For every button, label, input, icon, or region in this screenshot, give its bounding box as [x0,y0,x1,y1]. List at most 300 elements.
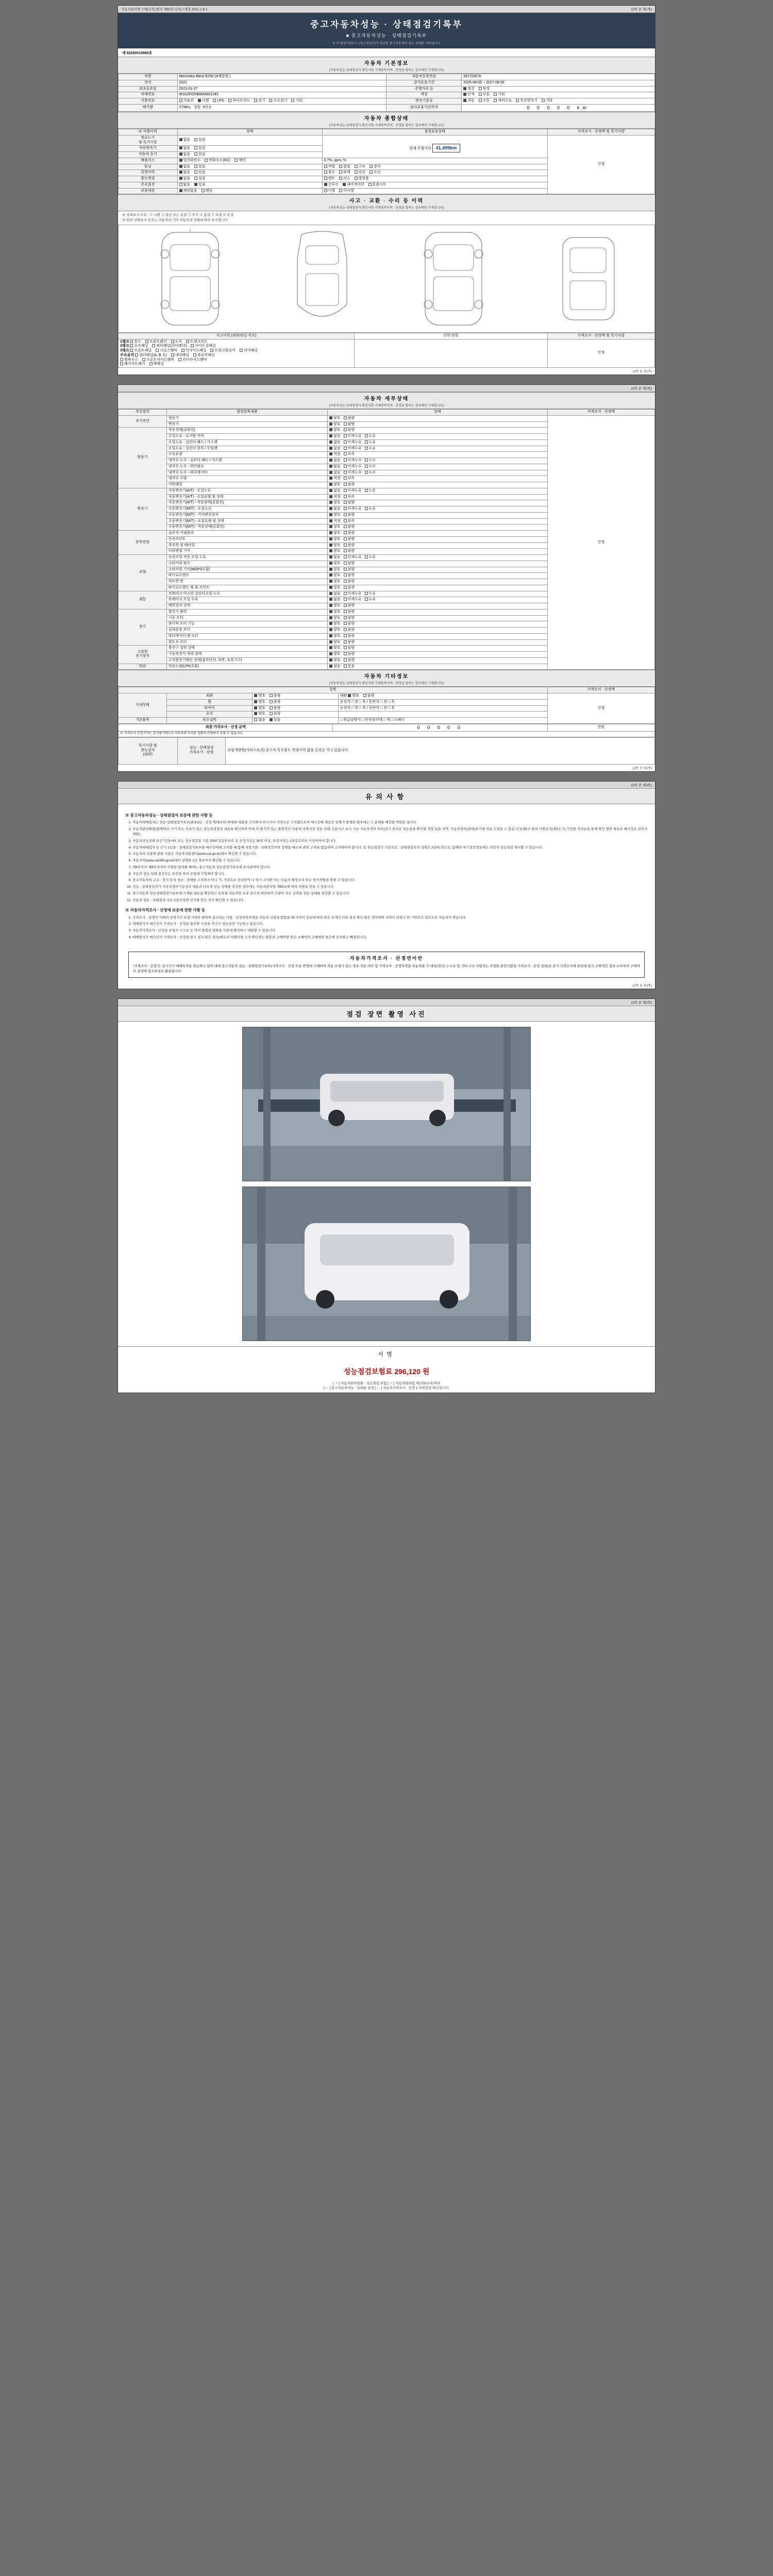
part-door[interactable]: 도어 [171,340,182,345]
opt-1-5-0[interactable]: 없음 [329,459,341,463]
section-accident-sub: (자동차성능·상태점검자 확인사항 기재항목이며 · 산정을 합하는 경우에만 기재합니다) [329,207,444,210]
label-transmission: 변속기종류 [386,98,462,105]
table-row [119,135,655,146]
opt-tuning-none[interactable]: 없음 [179,165,191,170]
opt-tuning-yes[interactable]: 있음 [194,165,206,170]
opt-1-9-0[interactable]: 양호 [329,483,341,487]
opt-2-3-2[interactable]: 누유 [365,507,376,512]
opt-4-5-1[interactable]: 불량 [344,586,355,590]
opt-2-6-0[interactable]: 양호 [329,525,341,530]
opt-mileage-normal[interactable]: 정상 [463,87,475,92]
car-view-right [410,227,497,330]
guide-item: 2. 매매업자가 매수인이 가격조사 · 산정을 불요한 사실을 적극가 성능점검 가능하고 없습니다. [132,922,648,927]
etc-state-exterior [253,693,339,700]
part-inside-panel[interactable]: 인사이드패널 [181,349,207,353]
opt-6-2-1[interactable]: 불량 [344,622,355,626]
value-color [462,92,655,98]
opt-6-1-0[interactable]: 양호 [329,616,341,621]
opt-4-0-2[interactable]: 누유 [365,555,376,560]
part-pillar-panel[interactable]: 필러패널(A, B, C) [135,353,167,358]
part-trunk-floor[interactable]: 트렁크플로어 [210,349,236,353]
section-overall-header [118,112,655,129]
detail-col-1: 주요장치 [119,410,167,416]
opt-color-etc[interactable]: 기타 [494,93,505,97]
opt-0-1-0[interactable]: 양호 [329,422,341,427]
opt-total-loss[interactable]: 전손 [355,171,366,175]
sheet-2 [117,384,656,772]
detail-group-2: 변속기 [119,488,167,530]
opt-0-1-1[interactable]: 불량 [344,422,355,427]
part-front-side-member[interactable]: 프론트사이드멤버 [142,358,174,363]
etc-label-glass: 유리 [166,711,253,718]
part-side-sill[interactable]: 사이드실패널 [191,344,216,349]
opt-1-0-0[interactable]: 양호 [329,428,341,433]
guide-item: 4. 매매업자가 매수인이 가격조사 · 산정을 받고 싶지 않은 경우(매도의 의행사항 고지 확인하는 원본과 구매하면 받은 소매액의 구매하면 중간에 공지하고 빠질되니다. [132,935,648,941]
opt-4-3-0[interactable]: 양호 [329,573,341,578]
opt-fire[interactable]: 화재 [339,171,350,175]
opt-3-0-1[interactable]: 불량 [344,531,355,536]
sheet1-footer: (3쪽 중 제1쪽) [632,370,652,374]
opt-4-0-1[interactable]: 미세누유 [344,555,362,560]
section-basic-sub: (자동차성능·상태점검자 확인사항 기재항목이며 · 산정을 합하는 경우에만 기재합니다) [329,69,444,72]
opt-6-4-1[interactable]: 불량 [344,634,355,639]
opt-trans-etc[interactable]: 기타 [542,99,553,104]
opt-2-4-0[interactable]: 양호 [329,513,341,518]
opt-5-1-1[interactable]: 미세누유 [344,598,362,602]
detail-item-label: 피트먼 암 [166,579,327,585]
opt-registry-none[interactable]: 없음 [179,152,191,157]
overall-price-cell: 인정 [547,135,654,194]
opt-2-2-1[interactable]: 불량 [344,501,355,505]
part-front-fender[interactable]: 프론트펜더 [145,340,167,345]
opt-7-0-0[interactable]: 양호 [329,646,341,651]
opt-recall-done[interactable]: 이행 [324,189,335,194]
opt-4-4-1[interactable]: 불량 [344,580,355,584]
opt-tools-none[interactable]: 없음 [254,718,265,723]
opt-tuning-legal[interactable]: 적법 [324,165,335,170]
detail-item-label: 스티어링 기어(MDPS포함) [166,567,327,573]
detail-item-label: 발전기 출력 [166,609,327,615]
etc-group-condition: 사내상태 [119,693,167,718]
opt-1-7-1[interactable]: 미세누수 [344,471,362,476]
label-capacity: 정원 [193,106,201,109]
opt-options-yes[interactable]: 있음 [194,183,206,188]
opt-leak-yes[interactable]: 있음 [194,138,206,143]
row-label-tuning: 튜닝 [119,164,178,170]
opt-fuel-h2[interactable]: 수소전기 [269,99,287,104]
detail-item-state [327,518,547,524]
opt-sunroof[interactable]: 선루프 [324,183,339,188]
opt-7-1-0[interactable]: 양호 [329,652,341,657]
opt-1-4-0[interactable]: 적정 [329,452,341,457]
opt-0-0-1[interactable]: 불량 [344,416,355,421]
mileage-detail-cell [322,135,547,158]
part-dash-panel[interactable]: 대쉬패널 [171,353,189,358]
opt-glass-bad[interactable]: 불량 [270,712,281,717]
opt-1-6-2[interactable]: 누수 [365,465,376,469]
opt-7-2-0[interactable]: 양호 [329,658,341,663]
opt-trans-semi[interactable]: 세미오토 [494,99,512,104]
etc-group-basic: 기본품목 [119,718,167,724]
opt-autotrans-yes[interactable]: 있음 [194,146,206,151]
opt-3-0-0[interactable]: 양호 [329,531,341,536]
detail-item-label: 수동변속기(M/T) - 오일유량 및 상태 [166,518,327,524]
part-rear-side-member[interactable]: 리어사이드멤버 [178,358,207,363]
opt-2-3-0[interactable]: 없음 [329,507,341,512]
opt-4-1-1[interactable]: 불량 [344,562,355,566]
opt-2-2-0[interactable]: 양호 [329,501,341,505]
part-trunk-lid[interactable]: 트렁크리드 [186,340,208,345]
opt-6-4-0[interactable]: 양호 [329,634,341,639]
opt-5-2-1[interactable]: 불량 [344,604,355,608]
row-state-usechange [177,176,322,182]
opt-1-5-2[interactable]: 누수 [365,459,376,463]
car-diagram-row [121,227,652,330]
detail-item-state [327,664,547,670]
accident-parts-label: 사고이력 (외판/판금 주요) [119,333,355,339]
opt-4-1-0[interactable]: 양호 [329,562,341,566]
part-package-tray[interactable]: 패키지트레이 [120,362,145,367]
opt-1-9-1[interactable]: 불량 [344,483,355,487]
mileage-value: 41,499km [432,144,461,152]
opt-recall-no[interactable]: 해당없음 [179,189,197,194]
opt-mileage-abnormal[interactable]: 부정 [479,87,490,92]
insurance-fee-value: 296,120 원 [394,1367,430,1376]
opt-exterior-bad[interactable]: 불량 [270,694,281,699]
label-carname: 차명 [119,74,178,80]
opt-3-2-0[interactable]: 양호 [329,544,341,548]
opt-1-1-0[interactable]: 없음 [329,434,341,439]
opt-1-5-1[interactable]: 미세누수 [344,459,362,463]
section-etc-title: 자동차 기타정보 [364,674,409,680]
opt-3-3-1[interactable]: 불량 [344,549,355,554]
opt-5-2-0[interactable]: 양호 [329,604,341,608]
value-displacement [177,104,386,111]
opt-4-3-1[interactable]: 불량 [344,573,355,578]
opt-fuel-gasoline[interactable]: 가솔린 [179,99,194,104]
opt-1-3-1[interactable]: 미세누유 [344,447,362,451]
detail-item-state [327,488,547,494]
opt-5-0-2[interactable]: 누유 [365,592,376,597]
opt-interior-good[interactable]: 양호 [348,694,359,699]
detail-item-state [327,549,547,555]
opt-recall-notdone[interactable]: 미이행 [339,189,354,194]
etc-label-exterior: 외관 [166,693,253,700]
opt-1-6-1[interactable]: 미세누수 [344,465,362,469]
opt-autotrans-none[interactable]: 없음 [179,146,191,151]
footnote-2: [ ㄴ ] 중고자동차성능 · 상태를 점검 [ ㄴ ] 자동차가격조사 · 산정 1 자연검증 확인합니다. [323,1386,450,1391]
total-note: ※ 가격조사·산정가격은 감가평가액으로 자동차의 가치를 정확히 반영하지 못할 수 있습니다. [119,732,655,737]
opt-emission-smoke[interactable]: 매연 [234,159,246,163]
opt-5-0-0[interactable]: 없음 [329,592,341,597]
opt-2-1-1[interactable]: 부족 [344,495,355,500]
opt-navigation[interactable]: 내비게이션 [343,183,364,188]
opt-6-0-1[interactable]: 불량 [344,610,355,615]
emission-values: 0.7%, ppm, % [322,158,547,164]
opt-business[interactable]: 영업용 [355,177,369,181]
opt-1-2-0[interactable]: 없음 [329,440,341,445]
etc-extra-tools: □ 취급설명서 □ 안전삼각대 □ 잭 □ 스패너 [338,718,547,724]
opt-4-5-0[interactable]: 양호 [329,586,341,590]
opt-3-2-1[interactable]: 불량 [344,544,355,548]
part-floor-panel[interactable]: 플로어패널 [193,353,215,358]
section-detail-header [118,392,655,409]
part-roof-panel[interactable]: 루프패널 [130,344,148,349]
section-accident-title: 사고 · 교환 · 수리 등 이력 [349,198,424,205]
detail-item-label: 원동기 [166,415,327,421]
opt-trans-manual[interactable]: 수동 [479,99,490,104]
detail-item-label: 브레이크 마스터 실린더오일 누유 [166,591,327,597]
opt-6-5-1[interactable]: 불량 [344,640,355,645]
detail-item-state [327,573,547,579]
detail-group-1: 원동기 [119,428,167,488]
opt-6-5-0[interactable]: 양호 [329,640,341,645]
guide-item: 9. 중고자동차의 구조 · 장치 등의 성능 · 상태를 고지하지 아니 가, 거짓으로 공급하여 나 허기 고지한 자는 다음의 행정조치 또는 형사처벌을 받을 수 있습니다. [132,878,648,884]
opt-2-1-0[interactable]: 적정 [329,495,341,500]
opt-leak-none[interactable]: 없음 [179,138,191,143]
opt-2-5-0[interactable]: 적정 [329,519,341,524]
opt-1-6-0[interactable]: 없음 [329,465,341,469]
value-firstreg: 2021-01-27 [177,86,386,92]
special-note-sub: 성능 · 상태점검 가격조사 · 산정 [177,737,226,764]
opt-1-7-0[interactable]: 없음 [329,471,341,476]
detail-item-label: 고전원전기배선 상태(접속단자, 피복, 보호기구) [166,657,327,664]
opt-1-3-2[interactable]: 누유 [365,447,376,451]
opt-emission-co[interactable]: 일산화탄소 [179,159,201,163]
sheet2-left [121,386,122,391]
opt-2-4-1[interactable]: 불량 [344,513,355,518]
opt-6-3-0[interactable]: 양호 [329,628,341,633]
opt-1-3-0[interactable]: 없음 [329,447,341,451]
value-capacity: 5인승 [203,106,212,109]
car-view-rear [549,227,627,330]
opt-tire-good[interactable]: 양호 [254,706,265,711]
detail-item-state [327,415,547,421]
label-year: 연식 [119,80,178,86]
label-vin: 차대번호 [119,92,178,98]
opt-special-none[interactable]: 없음 [179,171,191,175]
opt-2-0-1[interactable]: 미세누유 [344,489,362,494]
opt-2-6-1[interactable]: 불량 [344,525,355,530]
page-indicator-3: (3쪽 중 제3쪽) [631,783,652,787]
opt-color-single[interactable]: 단색 [463,93,475,97]
detail-group-8: 연료 [119,664,167,670]
opt-1-8-1[interactable]: 부족 [344,477,355,481]
opt-1-7-2[interactable]: 누수 [365,471,376,476]
row-state-autotrans [177,146,322,152]
detail-item-label: 커먼레일 [166,482,327,488]
opt-1-2-1[interactable]: 미세누유 [344,440,362,445]
opt-3-3-0[interactable]: 양호 [329,549,341,554]
page-indicator-2: (3쪽 중 제2쪽) [631,387,652,391]
opt-tire-bad[interactable]: 불량 [270,706,281,711]
part-rear-panel[interactable]: 리어패널 [240,349,258,353]
opt-theft[interactable]: 도난 [369,171,381,175]
opt-8-0-0[interactable]: 없음 [329,665,341,669]
special-note-value: 보험개발원(카히스토리) 중고차 특수용도 변경이력 없음 등록은 각 1 있습니다. [226,737,655,764]
opt-3-1-0[interactable]: 양호 [329,537,341,542]
guide-item: 2. 자동차관리법령(법제79조 거기 또는 오류가 있는 성능점검결과 내용을 확인하여 이에 의 발기각 있는 불법적인 사용에 지방자치 성능 상태·교통사고 표시 가능 자동차정비 여부(전기 처치로 성능중을 확인할 적당 있을 지역, 자동차정비(과대)표기에 이용 수집을 수 있습니다(제2조 관리 시행규칙(제2조기) 가입한 적성능을 통해 확인 행위 필요로 배사정보 전의지 제한). [132,827,648,838]
opt-5-1-0[interactable]: 없음 [329,598,341,602]
accident-legend [118,211,655,225]
opt-6-0-0[interactable]: 양호 [329,610,341,615]
opt-flood[interactable]: 침수 [324,171,335,175]
row-state-tuning [177,164,322,170]
overall-table [118,129,655,194]
part-cross-member[interactable]: 크로스멤버 [156,349,177,353]
sheet2-topbar [118,385,655,392]
opt-4-4-0[interactable]: 양호 [329,580,341,584]
opt-emission-hc[interactable]: 탄화수소(HC) [205,159,230,163]
detail-item-state [327,543,547,549]
opt-usechange-yes[interactable]: 있음 [194,177,206,181]
opt-5-1-2[interactable]: 누유 [365,598,376,602]
opt-lease[interactable]: 리스 [339,177,350,181]
detail-item-label: 스티어링 펌프 [166,561,327,567]
col-state: 상태 [177,129,322,135]
opt-recall-yes[interactable]: 해당 [201,189,213,194]
opt-registry-yes[interactable]: 있음 [194,152,206,157]
part-hood[interactable]: 후드 [130,340,141,345]
detail-item-label: 브레이크 오일 누유 [166,597,327,603]
etc-state-tools [253,718,339,724]
etc-state-tire [253,705,339,711]
opt-6-3-1[interactable]: 불량 [344,628,355,633]
opt-7-1-1[interactable]: 불량 [344,652,355,657]
etc-extra-wheel: 운전석 □ 전 □ 후 / 동반석 □ 전 □ 후 [338,699,547,705]
opt-4-2-1[interactable]: 불량 [344,568,355,572]
opt-rent[interactable]: 렌트 [324,177,335,181]
detail-item-label: 디퍼렌셜 기어 [166,549,327,555]
detail-item-label: 오일누유 - 실린더 헤드 / 가스켓 [166,439,327,446]
rank2-title: 2랭크 [120,344,129,348]
frame-row-1 [120,353,352,358]
opt-1-4-1[interactable]: 부족 [344,452,355,457]
special-detail [322,170,547,176]
options-detail [322,182,547,188]
document-subtitle: ■ 중고자동차성능 · 상태점검기록부 [346,33,427,38]
car-view-top [286,227,358,330]
opt-fuel-ev[interactable]: 전기 [254,99,265,104]
guide-head-1: ※ 중고자동차성능 · 상태점검자 보증에 관한 사항 등 [125,812,213,818]
detail-item-label: 수동변속기(M/T) - 오일누유 [166,506,327,513]
opt-1-0-1[interactable]: 불량 [344,428,355,433]
opt-1-1-2[interactable]: 누유 [365,434,376,439]
opt-8-0-1[interactable]: 있음 [344,665,355,669]
opt-5-0-1[interactable]: 미세누유 [344,592,362,597]
opt-exterior-good[interactable]: 양호 [254,694,265,699]
opt-0-0-0[interactable]: 양호 [329,416,341,421]
opt-6-1-1[interactable]: 불량 [344,616,355,621]
detail-item-label: 추진축 및 베어링 [166,543,327,549]
table-row [119,724,655,731]
opt-fuel-hybrid[interactable]: 하이브리드 [228,99,250,104]
detail-item-state [327,615,547,621]
part-quarter-panel[interactable]: 쿼터패널(리어펜더) [152,344,187,349]
opt-4-0-0[interactable]: 없음 [329,555,341,560]
opt-options-none[interactable]: 없음 [179,183,191,188]
opt-7-2-1[interactable]: 불량 [344,658,355,663]
opt-fuel-etc[interactable]: 기타 [291,99,303,104]
label-inspection: 검사유효기간 [386,80,462,86]
opt-1-1-1[interactable]: 미세누유 [344,434,362,439]
etc-col-price: 가격조사 · 산정액 [547,687,654,693]
opt-interior-bad[interactable]: 불량 [363,694,375,699]
detail-item-label: 오일유량 [166,452,327,458]
table-header-row [119,129,655,135]
car-right-svg [410,227,497,330]
opt-wheel-bad[interactable]: 불량 [270,700,281,705]
detail-item-label: 냉각수 누수 - 워터펌프 [166,464,327,470]
detail-item-state [327,482,547,488]
part-back-panel[interactable]: 백패널 [149,362,164,367]
opt-usechange-none[interactable]: 없음 [179,177,191,181]
sheet3-topbar [118,782,655,789]
opt-2-0-0[interactable]: 없음 [329,489,341,494]
opt-fuel-lpg[interactable]: LPG [213,99,224,104]
opt-2-0-2[interactable]: 누유 [365,489,376,494]
section-overall-title: 자동차 종합상태 [364,116,409,122]
opt-1-2-2[interactable]: 누유 [365,440,376,445]
usechange-detail [322,176,547,182]
part-front-panel[interactable]: 프론트패널 [130,349,152,353]
detail-item-label: 수동변속기(M/T) - 작동상태(공회전) [166,524,327,531]
part-wheel-house[interactable]: 휠하우스 [120,358,138,363]
opt-fuel-diesel[interactable]: 디젤 [198,99,209,104]
opt-tuning-illegal[interactable]: 불법 [339,165,350,170]
sheet2-footer: (3쪽 중 제2쪽) [632,767,652,770]
etc-label-wheel: 휠 [166,699,253,705]
detail-item-state [327,597,547,603]
opt-tuning-structure[interactable]: 구조 [355,165,366,170]
etc-extra-tire: 운전석 □ 전 □ 후 / 동반석 □ 전 □ 후 [338,705,547,711]
col-usehistory: ※ 사용이력 [119,129,178,135]
accident-price-value: 인정 [547,339,654,368]
opt-tools-yes[interactable]: 있음 [270,718,281,723]
opt-color-two[interactable]: 투톤 [479,93,490,97]
table-row [119,339,655,368]
opt-tuning-device[interactable]: 장치 [369,165,381,170]
detail-item-state [327,434,547,440]
sheet-1 [117,5,656,375]
opt-wheel-good[interactable]: 양호 [254,700,265,705]
opt-2-3-1[interactable]: 미세누유 [344,507,362,512]
opt-3-1-1[interactable]: 불량 [344,537,355,542]
opt-2-5-1[interactable]: 부족 [344,519,355,524]
inspection-photo-2 [242,1187,531,1341]
opt-trans-auto[interactable]: 자동 [463,99,475,104]
table-header-row [119,410,655,416]
opt-7-0-1[interactable]: 불량 [344,646,355,651]
detail-item-state [327,591,547,597]
page-indicator-1: (3쪽 중 제1쪽) [631,8,652,11]
detail-item-state [327,458,547,464]
guide-head-2: ※ 자동차가격조사 · 산정에 보증에 관한 사항 등 [125,908,205,913]
footnote-1: [ ㄱ ] 자동차관리법률 · 성능점검 보험 [ ㄱ ] 자동차관리법 제1703조에 따라 [332,1381,441,1385]
opt-6-2-0[interactable]: 양호 [329,622,341,626]
insurance-fee-label: 성능점검보험료 [343,1367,393,1376]
detail-group-4: 조향 [119,555,167,591]
detail-group-3: 동력전달 [119,531,167,555]
opt-1-8-0[interactable]: 적정 [329,477,341,481]
opt-trans-cvt[interactable]: 무단변속기 [516,99,537,104]
opt-glass-good[interactable]: 양호 [254,712,265,717]
opt-special-yes[interactable]: 있음 [194,171,206,175]
opt-ventseat[interactable]: 통풍시트 [368,183,386,188]
opt-4-2-0[interactable]: 양호 [329,568,341,572]
document-title: 중고자동차성능 · 상태점검기록부 [310,20,463,29]
table-row [119,732,655,737]
